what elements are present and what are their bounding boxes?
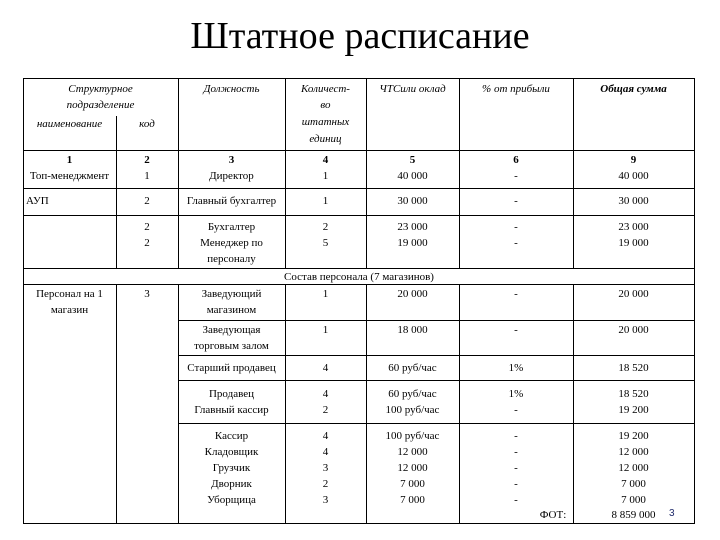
header-position: Должность — [203, 83, 260, 95]
position: Старший продавец — [187, 362, 276, 374]
total-sum: 23 000 — [618, 221, 649, 233]
unit-name: магазин — [50, 304, 89, 316]
total-sum: 12 000 — [618, 446, 649, 458]
column-number: 3 — [228, 154, 235, 166]
total-sum: 20 000 — [618, 324, 649, 336]
salary: 20 000 — [397, 288, 428, 300]
position: Главный кассир — [194, 404, 269, 416]
staff-count: 3 — [322, 462, 329, 474]
column-number: 6 — [513, 154, 519, 166]
position: Бухгалтер — [207, 221, 256, 233]
profit-share: - — [514, 462, 518, 474]
salary: 12 000 — [397, 462, 428, 474]
header-count: во — [320, 99, 331, 111]
page-number: 3 — [669, 508, 675, 519]
total-sum: 40 000 — [618, 170, 649, 182]
row-divider — [178, 380, 695, 381]
fot-value: 8 859 000 — [611, 509, 656, 521]
position: Грузчик — [212, 462, 251, 474]
header-unit: подразделение — [66, 99, 135, 111]
position: Директор — [209, 170, 254, 182]
unit-code: 1 — [144, 170, 150, 182]
total-sum: 18 520 — [618, 388, 649, 400]
profit-share: - — [514, 221, 518, 233]
position: Менеджер по — [200, 237, 263, 249]
staff-count: 5 — [322, 237, 329, 249]
salary: 7 000 — [400, 494, 425, 506]
row-divider — [178, 423, 695, 424]
position: Заведующий — [201, 288, 262, 300]
profit-share: - — [514, 430, 518, 442]
salary: 100 руб/час — [385, 430, 440, 442]
total-sum: 30 000 — [618, 195, 649, 207]
salary: 40 000 — [397, 170, 428, 182]
header-salary: ЧТСили оклад — [379, 83, 446, 95]
profit-share: - — [514, 288, 518, 300]
header-divider — [23, 150, 695, 151]
border-top — [23, 78, 695, 79]
column-number: 4 — [322, 154, 329, 166]
unit-code: 2 — [144, 237, 150, 249]
profit-share: - — [514, 446, 518, 458]
staff-count: 1 — [322, 170, 329, 182]
salary: 30 000 — [397, 195, 428, 207]
row-divider — [23, 215, 695, 216]
total-sum: 18 520 — [618, 362, 649, 374]
header-total: Общая сумма — [600, 83, 667, 95]
position: магазином — [206, 304, 257, 316]
header-count: штатных — [301, 116, 350, 128]
col-divider — [116, 284, 117, 524]
total-sum: 19 000 — [618, 237, 649, 249]
staff-count: 4 — [322, 446, 329, 458]
column-number: 5 — [409, 154, 416, 166]
profit-share: - — [514, 404, 518, 416]
position: Дворник — [211, 478, 252, 490]
border-right — [694, 78, 695, 524]
unit-code: 2 — [144, 195, 150, 207]
profit-share: 1% — [508, 388, 524, 400]
page-title: Штатное расписание — [190, 15, 530, 57]
salary: 23 000 — [397, 221, 428, 233]
row-divider — [23, 188, 695, 189]
total-sum: 19 200 — [618, 404, 649, 416]
salary: 7 000 — [400, 478, 425, 490]
position: Кладовщик — [204, 446, 259, 458]
total-sum: 20 000 — [618, 288, 649, 300]
position: Кассир — [214, 430, 249, 442]
column-number: 9 — [630, 154, 637, 166]
row-divider — [178, 320, 695, 321]
unit-code: 3 — [144, 288, 150, 300]
staff-count: 3 — [322, 494, 329, 506]
total-sum: 19 200 — [618, 430, 649, 442]
profit-share: - — [514, 324, 518, 336]
staff-count: 1 — [322, 288, 329, 300]
column-number: 2 — [144, 154, 150, 166]
profit-share: - — [514, 195, 518, 207]
row-divider — [178, 355, 695, 356]
border-bottom — [23, 523, 695, 524]
unit-name: Топ-менеджмент — [29, 170, 110, 182]
profit-share: - — [514, 478, 518, 490]
staff-count: 2 — [322, 404, 329, 416]
position: Заведующая — [202, 324, 261, 336]
salary: 12 000 — [397, 446, 428, 458]
position: Продавец — [208, 388, 254, 400]
profit-share: - — [514, 237, 518, 249]
total-sum: 7 000 — [621, 478, 646, 490]
staff-count: 1 — [322, 195, 329, 207]
staff-count: 1 — [322, 324, 329, 336]
header-unit-code: код — [139, 118, 155, 130]
profit-share: 1% — [508, 362, 524, 374]
section-heading: Состав персонала (7 магазинов) — [284, 271, 434, 283]
header-count: единиц — [309, 133, 342, 145]
header-profit: % от прибыли — [482, 83, 550, 95]
position: Главный бухгалтер — [186, 195, 277, 207]
total-sum: 12 000 — [618, 462, 649, 474]
salary: 60 руб/час — [388, 388, 437, 400]
total-sum: 7 000 — [621, 494, 646, 506]
header-unit: Структурное — [68, 83, 133, 95]
salary: 19 000 — [397, 237, 428, 249]
position: торговым залом — [194, 340, 269, 352]
profit-share: - — [514, 170, 518, 182]
profit-share: - — [514, 494, 518, 506]
unit-name: АУП — [26, 195, 49, 207]
staff-count: 4 — [322, 362, 329, 374]
salary: 18 000 — [397, 324, 428, 336]
position: персоналу — [207, 253, 256, 265]
position: Уборщица — [207, 494, 256, 506]
unit-name: Персонал на 1 — [36, 288, 103, 300]
staff-count: 2 — [322, 221, 329, 233]
salary: 100 руб/час — [385, 404, 440, 416]
staff-count: 2 — [322, 478, 329, 490]
header-count: Количест- — [301, 83, 350, 95]
fot-label: ФОТ: — [539, 509, 567, 521]
salary: 60 руб/час — [388, 362, 437, 374]
staff-count: 4 — [322, 388, 329, 400]
staff-count: 4 — [322, 430, 329, 442]
staff-table — [23, 78, 695, 524]
unit-code: 2 — [144, 221, 150, 233]
header-unit-name: наименование — [36, 118, 103, 130]
column-number: 1 — [66, 154, 73, 166]
